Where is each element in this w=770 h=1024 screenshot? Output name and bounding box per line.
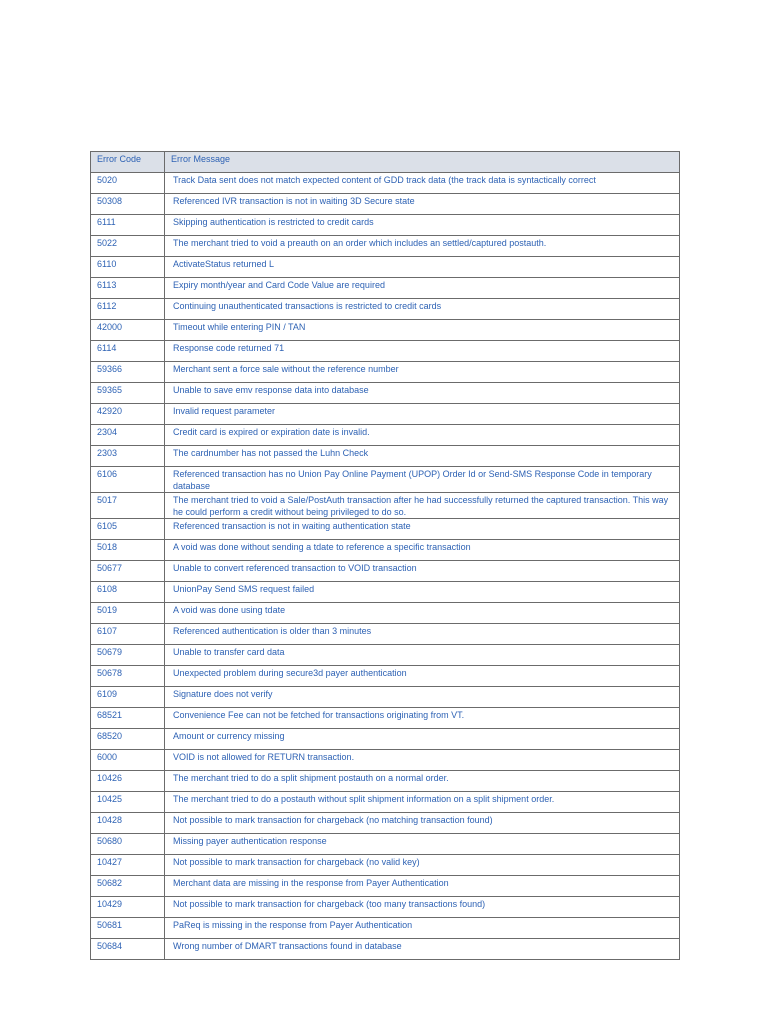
error-message-cell: Unable to transfer card data — [165, 645, 680, 666]
table-row — [91, 236, 680, 257]
table-row — [91, 582, 680, 603]
header-error-message: Error Message — [165, 152, 680, 173]
table-row — [91, 897, 680, 918]
error-code-cell: 6105 — [91, 519, 165, 540]
table-row — [91, 624, 680, 645]
error-message-cell: Track Data sent does not match expected content of GDD track data (the track data is syntactically correct — [165, 173, 680, 194]
error-message-cell: Not possible to mark transaction for chargeback (too many transactions found) — [165, 897, 680, 918]
error-message-cell: Referenced IVR transaction is not in waiting 3D Secure state — [165, 194, 680, 215]
table-row — [91, 771, 680, 792]
table-row — [91, 446, 680, 467]
error-message-cell: Unable to save emv response data into database — [165, 383, 680, 404]
error-code-cell: 50308 — [91, 194, 165, 215]
error-code-cell: 5018 — [91, 540, 165, 561]
table-row — [91, 383, 680, 404]
error-message-cell: Signature does not verify — [165, 687, 680, 708]
error-message-cell: Amount or currency missing — [165, 729, 680, 750]
table-row — [91, 876, 680, 897]
error-message-cell: The merchant tried to void a Sale/PostAuth transaction after he had successfully returned the captured transaction. This way he could perform a credit without being privileged to do so. — [165, 493, 680, 519]
error-code-cell: 59365 — [91, 383, 165, 404]
error-message-cell: Referenced authentication is older than 3 minutes — [165, 624, 680, 645]
table-row — [91, 467, 680, 493]
error-message-cell: Continuing unauthenticated transactions is restricted to credit cards — [165, 299, 680, 320]
error-code-cell: 10427 — [91, 855, 165, 876]
error-code-cell: 6114 — [91, 341, 165, 362]
error-message-cell: A void was done using tdate — [165, 603, 680, 624]
error-code-cell: 6113 — [91, 278, 165, 299]
error-message-cell: The merchant tried to do a split shipment postauth on a normal order. — [165, 771, 680, 792]
error-message-cell: PaReq is missing in the response from Payer Authentication — [165, 918, 680, 939]
table-row — [91, 687, 680, 708]
error-code-cell: 6112 — [91, 299, 165, 320]
table-row — [91, 729, 680, 750]
error-message-cell: Not possible to mark transaction for chargeback (no valid key) — [165, 855, 680, 876]
error-message-cell: Referenced transaction has no Union Pay Online Payment (UPOP) Order Id or Send-SMS Response Code in temporary database — [165, 467, 680, 493]
error-code-cell: 50684 — [91, 939, 165, 960]
table-row — [91, 173, 680, 194]
table-row — [91, 834, 680, 855]
table-row — [91, 645, 680, 666]
error-code-cell: 6111 — [91, 215, 165, 236]
table-row — [91, 194, 680, 215]
error-code-cell: 42920 — [91, 404, 165, 425]
table-row — [91, 561, 680, 582]
error-code-cell: 5017 — [91, 493, 165, 519]
table-row — [91, 320, 680, 341]
table-row — [91, 603, 680, 624]
error-message-cell: Invalid request parameter — [165, 404, 680, 425]
error-code-cell: 50681 — [91, 918, 165, 939]
error-code-cell: 50677 — [91, 561, 165, 582]
error-code-cell: 68520 — [91, 729, 165, 750]
table-row — [91, 362, 680, 383]
table-row — [91, 519, 680, 540]
error-message-cell: UnionPay Send SMS request failed — [165, 582, 680, 603]
error-code-cell: 10429 — [91, 897, 165, 918]
error-message-cell: Convenience Fee can not be fetched for transactions originating from VT. — [165, 708, 680, 729]
error-code-table — [90, 151, 680, 960]
error-code-cell: 42000 — [91, 320, 165, 341]
error-message-cell: Merchant sent a force sale without the reference number — [165, 362, 680, 383]
error-message-cell: Unexpected problem during secure3d payer authentication — [165, 666, 680, 687]
header-error-code: Error Code — [91, 152, 165, 173]
table-row — [91, 792, 680, 813]
error-code-cell: 50682 — [91, 876, 165, 897]
error-message-cell: Merchant data are missing in the response from Payer Authentication — [165, 876, 680, 897]
error-code-cell: 10425 — [91, 792, 165, 813]
error-code-cell: 5019 — [91, 603, 165, 624]
table-row — [91, 299, 680, 320]
error-code-cell: 6106 — [91, 467, 165, 493]
error-message-cell: A void was done without sending a tdate to reference a specific transaction — [165, 540, 680, 561]
table-row — [91, 215, 680, 236]
table-row — [91, 425, 680, 446]
error-message-cell: The merchant tried to void a preauth on an order which includes an settled/captured postauth. — [165, 236, 680, 257]
error-message-cell: Referenced transaction is not in waiting authentication state — [165, 519, 680, 540]
error-code-cell: 6000 — [91, 750, 165, 771]
error-message-cell: Credit card is expired or expiration date is invalid. — [165, 425, 680, 446]
error-message-cell: Expiry month/year and Card Code Value are required — [165, 278, 680, 299]
error-code-cell: 50679 — [91, 645, 165, 666]
error-code-cell: 6107 — [91, 624, 165, 645]
error-message-cell: Response code returned 71 — [165, 341, 680, 362]
table-row — [91, 918, 680, 939]
error-code-cell: 5020 — [91, 173, 165, 194]
error-code-cell: 50680 — [91, 834, 165, 855]
error-code-cell: 50678 — [91, 666, 165, 687]
table-row — [91, 278, 680, 299]
error-message-cell: Unable to convert referenced transaction to VOID transaction — [165, 561, 680, 582]
error-code-cell: 2303 — [91, 446, 165, 467]
error-message-cell: Skipping authentication is restricted to credit cards — [165, 215, 680, 236]
error-message-cell: The cardnumber has not passed the Luhn Check — [165, 446, 680, 467]
error-code-cell: 2304 — [91, 425, 165, 446]
error-message-cell: ActivateStatus returned L — [165, 257, 680, 278]
table-row — [91, 493, 680, 519]
table-row — [91, 939, 680, 960]
error-message-cell: Not possible to mark transaction for chargeback (no matching transaction found) — [165, 813, 680, 834]
error-code-cell: 6110 — [91, 257, 165, 278]
error-message-cell: VOID is not allowed for RETURN transaction. — [165, 750, 680, 771]
table-row — [91, 750, 680, 771]
table-row — [91, 540, 680, 561]
error-code-cell: 68521 — [91, 708, 165, 729]
error-code-cell: 10428 — [91, 813, 165, 834]
table-row — [91, 855, 680, 876]
table-row — [91, 404, 680, 425]
error-code-cell: 6109 — [91, 687, 165, 708]
table-row — [91, 341, 680, 362]
table-row — [91, 708, 680, 729]
error-code-cell: 10426 — [91, 771, 165, 792]
error-message-cell: Timeout while entering PIN / TAN — [165, 320, 680, 341]
error-message-cell: The merchant tried to do a postauth without split shipment information on a split shipment order. — [165, 792, 680, 813]
table-row — [91, 813, 680, 834]
error-code-cell: 6108 — [91, 582, 165, 603]
table-row — [91, 257, 680, 278]
table-header-row — [91, 152, 680, 173]
error-code-cell: 59366 — [91, 362, 165, 383]
error-message-cell: Wrong number of DMART transactions found in database — [165, 939, 680, 960]
error-message-cell: Missing payer authentication response — [165, 834, 680, 855]
error-code-cell: 5022 — [91, 236, 165, 257]
table-row — [91, 666, 680, 687]
